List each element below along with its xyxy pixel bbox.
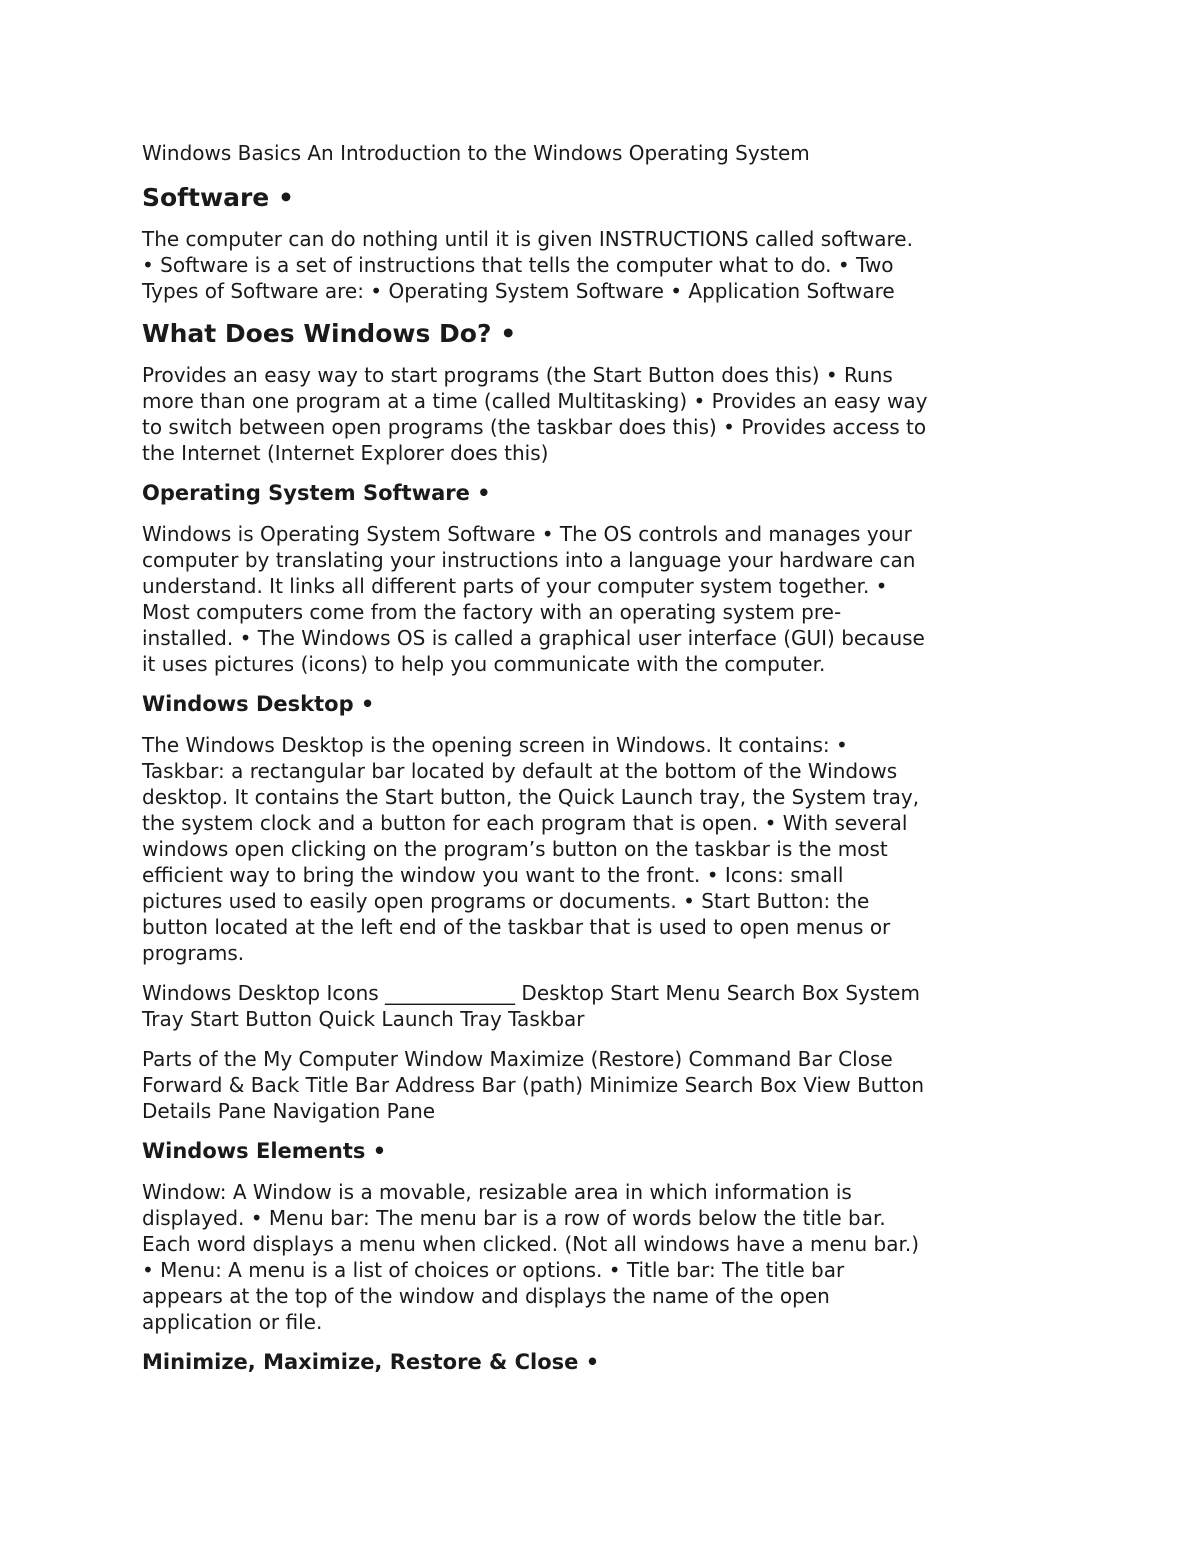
document-page: [142, 140, 1072, 1390]
section-body-windows-elements: Window: A Window is a movable, resizable area in which information is displayed. • Menu bar: The menu bar is a row of words below the title bar. Each word displays a menu when clicked. (Not all windows have a menu bar.) • Menu: A menu is a list of choices or options. • Title bar: The title bar appears at the top of the window and displays the name of the open application or file.: [142, 1180, 920, 1334]
section-body-software: The computer can do nothing until it is given INSTRUCTIONS called software. • Software is a set of instructions that tells the computer what to do. • Two Types of Software are: • Operating System Software • Application Software: [142, 227, 913, 303]
section-body-operating-system-software: Windows is Operating System Software • The OS controls and manages your computer by translating your instructions into a language your hardware can understand. It links all different parts of your computer system together. • Most computers come from the factory with an operating system pre- installed. • The Windows OS is called a graphical user interface (GUI) because it uses pictures (icons) to help you communicate with the computer.: [142, 522, 925, 676]
section-heading-windows-desktop: Windows Desktop •: [142, 692, 375, 716]
document-title: Windows Basics An Introduction to the Windows Operating System: [142, 141, 810, 165]
my-computer-parts-list: Parts of the My Computer Window Maximize (Restore) Command Bar Close Forward & Back Title Bar Address Bar (path) Minimize Search Box View Button Details Pane Navigation Pane: [142, 1047, 925, 1123]
desktop-icons-list: Windows Desktop Icons _____________ Desktop Start Menu Search Box System Tray Start Button Quick Launch Tray Taskbar: [142, 981, 920, 1031]
section-heading-windows-elements: Windows Elements •: [142, 1139, 387, 1163]
section-heading-software: Software •: [142, 183, 294, 212]
section-heading-minimize-maximize: Minimize, Maximize, Restore & Close •: [142, 1350, 600, 1374]
section-body-windows-desktop: The Windows Desktop is the opening screen in Windows. It contains: • Taskbar: a rectangular bar located by default at the bottom of the Windows desktop. It contains the Start button, the Quick Launch tray, the System tray, the system clock and a button for each program that is open. • With several windows open clicking on the program’s button on the taskbar is the most efficient way to bring the window you want to the front. • Icons: small pictures used to easily open programs or documents. • Start Button: the button located at the left end of the taskbar that is used to open menus or programs.: [142, 733, 920, 965]
section-heading-operating-system-software: Operating System Software •: [142, 481, 491, 505]
section-body-what-does-windows-do: Provides an easy way to start programs (the Start Button does this) • Runs more than one program at a time (called Multitasking) • Provides an easy way to switch between open programs (the taskbar does this) • Provides access to the Internet (Internet Explorer does this): [142, 363, 928, 465]
section-heading-what-does-windows-do: What Does Windows Do? •: [142, 319, 517, 348]
